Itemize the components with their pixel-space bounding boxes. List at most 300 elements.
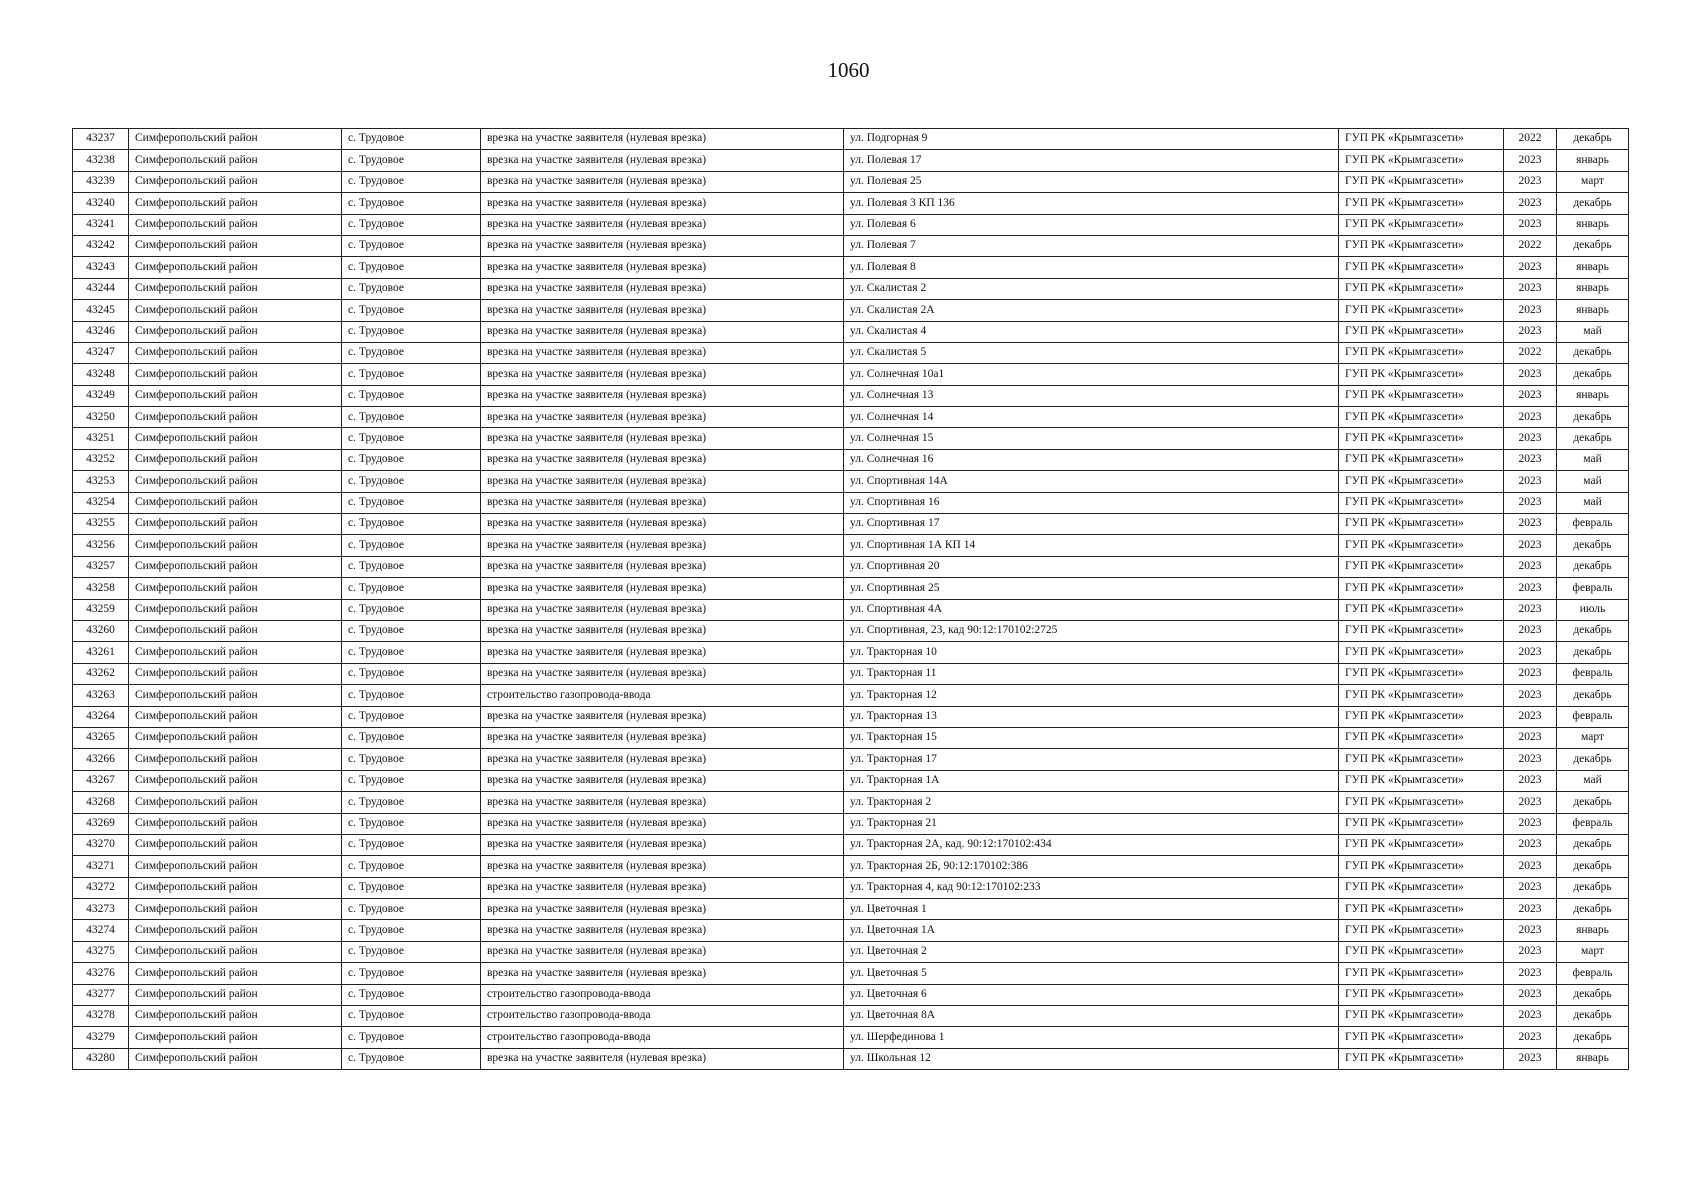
cell-organization: ГУП РК «Крымгазсети» xyxy=(1339,941,1504,962)
cell-address: ул. Тракторная 2Б, 90:12:170102:386 xyxy=(844,856,1339,877)
cell-record-number: 43267 xyxy=(73,770,129,791)
cell-month: декабрь xyxy=(1557,235,1629,256)
cell-locality: с. Трудовое xyxy=(342,364,481,385)
cell-locality: с. Трудовое xyxy=(342,685,481,706)
cell-work-type: врезка на участке заявителя (нулевая врезка) xyxy=(481,792,844,813)
cell-district: Симферопольский район xyxy=(129,428,342,449)
cell-year: 2023 xyxy=(1504,899,1557,920)
cell-district: Симферопольский район xyxy=(129,578,342,599)
cell-district: Симферопольский район xyxy=(129,941,342,962)
cell-year: 2023 xyxy=(1504,834,1557,855)
cell-month: декабрь xyxy=(1557,407,1629,428)
cell-locality: с. Трудовое xyxy=(342,663,481,684)
cell-year: 2023 xyxy=(1504,792,1557,813)
cell-record-number: 43247 xyxy=(73,342,129,363)
cell-record-number: 43249 xyxy=(73,385,129,406)
cell-work-type: врезка на участке заявителя (нулевая врезка) xyxy=(481,834,844,855)
cell-address: ул. Солнечная 15 xyxy=(844,428,1339,449)
cell-address: ул. Полевая 6 xyxy=(844,214,1339,235)
cell-address: ул. Спортивная 16 xyxy=(844,492,1339,513)
cell-year: 2023 xyxy=(1504,321,1557,342)
cell-month: январь xyxy=(1557,300,1629,321)
cell-record-number: 43237 xyxy=(73,129,129,150)
cell-address: ул. Подгорная 9 xyxy=(844,129,1339,150)
cell-record-number: 43260 xyxy=(73,620,129,641)
cell-district: Симферопольский район xyxy=(129,599,342,620)
cell-district: Симферопольский район xyxy=(129,1006,342,1027)
cell-locality: с. Трудовое xyxy=(342,984,481,1005)
cell-organization: ГУП РК «Крымгазсети» xyxy=(1339,1006,1504,1027)
cell-organization: ГУП РК «Крымгазсети» xyxy=(1339,920,1504,941)
cell-record-number: 43277 xyxy=(73,984,129,1005)
cell-work-type: врезка на участке заявителя (нулевая врезка) xyxy=(481,1048,844,1069)
cell-month: март xyxy=(1557,171,1629,192)
cell-record-number: 43252 xyxy=(73,449,129,470)
cell-organization: ГУП РК «Крымгазсети» xyxy=(1339,428,1504,449)
cell-locality: с. Трудовое xyxy=(342,899,481,920)
cell-address: ул. Спортивная 20 xyxy=(844,556,1339,577)
table-row xyxy=(73,171,1629,192)
cell-year: 2023 xyxy=(1504,1048,1557,1069)
cell-district: Симферопольский район xyxy=(129,770,342,791)
table-row xyxy=(73,428,1629,449)
cell-organization: ГУП РК «Крымгазсети» xyxy=(1339,813,1504,834)
cell-organization: ГУП РК «Крымгазсети» xyxy=(1339,514,1504,535)
table-row xyxy=(73,129,1629,150)
cell-address: ул. Школьная 12 xyxy=(844,1048,1339,1069)
cell-record-number: 43250 xyxy=(73,407,129,428)
cell-organization: ГУП РК «Крымгазсети» xyxy=(1339,856,1504,877)
cell-year: 2023 xyxy=(1504,214,1557,235)
cell-work-type: врезка на участке заявителя (нулевая врезка) xyxy=(481,407,844,428)
table-row xyxy=(73,834,1629,855)
cell-year: 2023 xyxy=(1504,749,1557,770)
cell-organization: ГУП РК «Крымгазсети» xyxy=(1339,385,1504,406)
cell-address: ул. Тракторная 2 xyxy=(844,792,1339,813)
cell-record-number: 43276 xyxy=(73,963,129,984)
cell-district: Симферопольский район xyxy=(129,642,342,663)
cell-year: 2023 xyxy=(1504,941,1557,962)
cell-address: ул. Тракторная 13 xyxy=(844,706,1339,727)
cell-address: ул. Цветочная 8А xyxy=(844,1006,1339,1027)
cell-organization: ГУП РК «Крымгазсети» xyxy=(1339,685,1504,706)
cell-work-type: врезка на участке заявителя (нулевая врезка) xyxy=(481,535,844,556)
cell-organization: ГУП РК «Крымгазсети» xyxy=(1339,235,1504,256)
table-row xyxy=(73,727,1629,748)
cell-record-number: 43244 xyxy=(73,278,129,299)
cell-address: ул. Шерфединова 1 xyxy=(844,1027,1339,1048)
table-row xyxy=(73,813,1629,834)
cell-month: май xyxy=(1557,449,1629,470)
cell-year: 2023 xyxy=(1504,685,1557,706)
cell-district: Симферопольский район xyxy=(129,727,342,748)
cell-work-type: врезка на участке заявителя (нулевая врезка) xyxy=(481,663,844,684)
cell-locality: с. Трудовое xyxy=(342,235,481,256)
cell-address: ул. Тракторная 4, кад 90:12:170102:233 xyxy=(844,877,1339,898)
cell-address: ул. Солнечная 10а1 xyxy=(844,364,1339,385)
cell-work-type: врезка на участке заявителя (нулевая врезка) xyxy=(481,920,844,941)
cell-locality: с. Трудовое xyxy=(342,300,481,321)
cell-address: ул. Цветочная 5 xyxy=(844,963,1339,984)
cell-organization: ГУП РК «Крымгазсети» xyxy=(1339,471,1504,492)
cell-organization: ГУП РК «Крымгазсети» xyxy=(1339,792,1504,813)
cell-district: Симферопольский район xyxy=(129,899,342,920)
registry-table xyxy=(72,128,1629,1070)
cell-month: январь xyxy=(1557,1048,1629,1069)
cell-month: декабрь xyxy=(1557,834,1629,855)
cell-address: ул. Спортивная, 23, кад 90:12:170102:2725 xyxy=(844,620,1339,641)
cell-year: 2023 xyxy=(1504,449,1557,470)
cell-organization: ГУП РК «Крымгазсети» xyxy=(1339,278,1504,299)
cell-record-number: 43245 xyxy=(73,300,129,321)
table-row xyxy=(73,920,1629,941)
cell-organization: ГУП РК «Крымгазсети» xyxy=(1339,770,1504,791)
cell-record-number: 43238 xyxy=(73,150,129,171)
cell-month: май xyxy=(1557,321,1629,342)
table-row xyxy=(73,300,1629,321)
cell-year: 2022 xyxy=(1504,129,1557,150)
cell-organization: ГУП РК «Крымгазсети» xyxy=(1339,214,1504,235)
cell-month: декабрь xyxy=(1557,792,1629,813)
cell-work-type: врезка на участке заявителя (нулевая врезка) xyxy=(481,171,844,192)
table-row xyxy=(73,706,1629,727)
cell-locality: с. Трудовое xyxy=(342,813,481,834)
cell-organization: ГУП РК «Крымгазсети» xyxy=(1339,129,1504,150)
cell-address: ул. Полевая 8 xyxy=(844,257,1339,278)
table-row xyxy=(73,407,1629,428)
cell-address: ул. Тракторная 17 xyxy=(844,749,1339,770)
cell-year: 2023 xyxy=(1504,578,1557,599)
cell-district: Симферопольский район xyxy=(129,792,342,813)
cell-month: декабрь xyxy=(1557,193,1629,214)
cell-month: март xyxy=(1557,941,1629,962)
cell-locality: с. Трудовое xyxy=(342,449,481,470)
cell-district: Симферопольский район xyxy=(129,856,342,877)
cell-record-number: 43254 xyxy=(73,492,129,513)
table-row xyxy=(73,214,1629,235)
cell-record-number: 43273 xyxy=(73,899,129,920)
cell-district: Симферопольский район xyxy=(129,342,342,363)
cell-record-number: 43246 xyxy=(73,321,129,342)
cell-organization: ГУП РК «Крымгазсети» xyxy=(1339,706,1504,727)
cell-organization: ГУП РК «Крымгазсети» xyxy=(1339,193,1504,214)
cell-district: Симферопольский район xyxy=(129,300,342,321)
cell-record-number: 43274 xyxy=(73,920,129,941)
cell-month: декабрь xyxy=(1557,1027,1629,1048)
cell-locality: с. Трудовое xyxy=(342,941,481,962)
cell-month: декабрь xyxy=(1557,877,1629,898)
table-row xyxy=(73,663,1629,684)
cell-organization: ГУП РК «Крымгазсети» xyxy=(1339,620,1504,641)
cell-district: Симферопольский район xyxy=(129,813,342,834)
cell-work-type: строительство газопровода-ввода xyxy=(481,1006,844,1027)
table-row xyxy=(73,1006,1629,1027)
cell-year: 2023 xyxy=(1504,963,1557,984)
table-row xyxy=(73,342,1629,363)
cell-year: 2023 xyxy=(1504,813,1557,834)
cell-address: ул. Тракторная 12 xyxy=(844,685,1339,706)
table-row xyxy=(73,150,1629,171)
cell-locality: с. Трудовое xyxy=(342,834,481,855)
cell-record-number: 43264 xyxy=(73,706,129,727)
cell-locality: с. Трудовое xyxy=(342,920,481,941)
cell-district: Симферопольский район xyxy=(129,235,342,256)
cell-organization: ГУП РК «Крымгазсети» xyxy=(1339,1027,1504,1048)
cell-organization: ГУП РК «Крымгазсети» xyxy=(1339,578,1504,599)
cell-address: ул. Скалистая 4 xyxy=(844,321,1339,342)
cell-address: ул. Тракторная 15 xyxy=(844,727,1339,748)
cell-month: февраль xyxy=(1557,813,1629,834)
cell-district: Симферопольский район xyxy=(129,321,342,342)
cell-month: декабрь xyxy=(1557,535,1629,556)
cell-month: декабрь xyxy=(1557,856,1629,877)
cell-year: 2023 xyxy=(1504,385,1557,406)
cell-address: ул. Полевая 7 xyxy=(844,235,1339,256)
cell-month: январь xyxy=(1557,920,1629,941)
cell-locality: с. Трудовое xyxy=(342,257,481,278)
table-row xyxy=(73,385,1629,406)
cell-district: Симферопольский район xyxy=(129,984,342,1005)
cell-locality: с. Трудовое xyxy=(342,407,481,428)
cell-address: ул. Цветочная 1А xyxy=(844,920,1339,941)
cell-record-number: 43268 xyxy=(73,792,129,813)
cell-locality: с. Трудовое xyxy=(342,599,481,620)
cell-district: Симферопольский район xyxy=(129,920,342,941)
cell-address: ул. Тракторная 1А xyxy=(844,770,1339,791)
cell-month: январь xyxy=(1557,257,1629,278)
cell-district: Симферопольский район xyxy=(129,407,342,428)
cell-year: 2023 xyxy=(1504,1006,1557,1027)
cell-district: Симферопольский район xyxy=(129,706,342,727)
cell-month: декабрь xyxy=(1557,1006,1629,1027)
cell-month: декабрь xyxy=(1557,342,1629,363)
cell-locality: с. Трудовое xyxy=(342,620,481,641)
cell-record-number: 43278 xyxy=(73,1006,129,1027)
cell-year: 2023 xyxy=(1504,984,1557,1005)
cell-record-number: 43266 xyxy=(73,749,129,770)
cell-organization: ГУП РК «Крымгазсети» xyxy=(1339,834,1504,855)
cell-locality: с. Трудовое xyxy=(342,129,481,150)
cell-year: 2023 xyxy=(1504,492,1557,513)
cell-work-type: врезка на участке заявителя (нулевая врезка) xyxy=(481,770,844,791)
cell-locality: с. Трудовое xyxy=(342,877,481,898)
cell-work-type: врезка на участке заявителя (нулевая врезка) xyxy=(481,321,844,342)
cell-work-type: врезка на участке заявителя (нулевая врезка) xyxy=(481,963,844,984)
cell-organization: ГУП РК «Крымгазсети» xyxy=(1339,727,1504,748)
cell-locality: с. Трудовое xyxy=(342,706,481,727)
cell-district: Симферопольский район xyxy=(129,492,342,513)
cell-record-number: 43255 xyxy=(73,514,129,535)
cell-record-number: 43248 xyxy=(73,364,129,385)
cell-address: ул. Цветочная 6 xyxy=(844,984,1339,1005)
cell-district: Симферопольский район xyxy=(129,129,342,150)
cell-record-number: 43241 xyxy=(73,214,129,235)
cell-district: Симферопольский район xyxy=(129,535,342,556)
cell-year: 2023 xyxy=(1504,920,1557,941)
cell-locality: с. Трудовое xyxy=(342,150,481,171)
cell-month: июль xyxy=(1557,599,1629,620)
cell-locality: с. Трудовое xyxy=(342,727,481,748)
cell-district: Симферопольский район xyxy=(129,877,342,898)
cell-record-number: 43242 xyxy=(73,235,129,256)
cell-organization: ГУП РК «Крымгазсети» xyxy=(1339,449,1504,470)
cell-work-type: врезка на участке заявителя (нулевая врезка) xyxy=(481,877,844,898)
cell-work-type: врезка на участке заявителя (нулевая врезка) xyxy=(481,578,844,599)
cell-record-number: 43261 xyxy=(73,642,129,663)
cell-work-type: врезка на участке заявителя (нулевая врезка) xyxy=(481,385,844,406)
table-row xyxy=(73,449,1629,470)
cell-work-type: врезка на участке заявителя (нулевая врезка) xyxy=(481,129,844,150)
cell-work-type: врезка на участке заявителя (нулевая врезка) xyxy=(481,428,844,449)
cell-year: 2023 xyxy=(1504,770,1557,791)
table-row xyxy=(73,1048,1629,1069)
cell-work-type: врезка на участке заявителя (нулевая врезка) xyxy=(481,514,844,535)
cell-record-number: 43259 xyxy=(73,599,129,620)
cell-locality: с. Трудовое xyxy=(342,278,481,299)
cell-year: 2022 xyxy=(1504,342,1557,363)
cell-year: 2023 xyxy=(1504,428,1557,449)
cell-district: Симферопольский район xyxy=(129,471,342,492)
cell-district: Симферопольский район xyxy=(129,685,342,706)
cell-address: ул. Солнечная 13 xyxy=(844,385,1339,406)
cell-address: ул. Полевая 3 КП 136 xyxy=(844,193,1339,214)
cell-year: 2023 xyxy=(1504,856,1557,877)
table-row xyxy=(73,792,1629,813)
cell-district: Симферопольский район xyxy=(129,193,342,214)
cell-address: ул. Полевая 25 xyxy=(844,171,1339,192)
cell-address: ул. Солнечная 14 xyxy=(844,407,1339,428)
cell-work-type: врезка на участке заявителя (нулевая врезка) xyxy=(481,706,844,727)
registry-body xyxy=(73,129,1629,1070)
cell-work-type: врезка на участке заявителя (нулевая врезка) xyxy=(481,342,844,363)
cell-organization: ГУП РК «Крымгазсети» xyxy=(1339,599,1504,620)
cell-work-type: врезка на участке заявителя (нулевая врезка) xyxy=(481,556,844,577)
cell-work-type: строительство газопровода-ввода xyxy=(481,984,844,1005)
cell-address: ул. Спортивная 14А xyxy=(844,471,1339,492)
cell-year: 2023 xyxy=(1504,257,1557,278)
cell-district: Симферопольский район xyxy=(129,749,342,770)
cell-month: декабрь xyxy=(1557,685,1629,706)
cell-record-number: 43256 xyxy=(73,535,129,556)
cell-organization: ГУП РК «Крымгазсети» xyxy=(1339,321,1504,342)
table-row xyxy=(73,578,1629,599)
cell-locality: с. Трудовое xyxy=(342,514,481,535)
cell-address: ул. Спортивная 4А xyxy=(844,599,1339,620)
cell-address: ул. Скалистая 2А xyxy=(844,300,1339,321)
table-row xyxy=(73,535,1629,556)
cell-district: Симферопольский район xyxy=(129,364,342,385)
cell-work-type: врезка на участке заявителя (нулевая врезка) xyxy=(481,599,844,620)
cell-year: 2023 xyxy=(1504,706,1557,727)
cell-work-type: врезка на участке заявителя (нулевая врезка) xyxy=(481,300,844,321)
cell-locality: с. Трудовое xyxy=(342,171,481,192)
cell-locality: с. Трудовое xyxy=(342,385,481,406)
cell-district: Симферопольский район xyxy=(129,150,342,171)
cell-year: 2023 xyxy=(1504,535,1557,556)
cell-locality: с. Трудовое xyxy=(342,749,481,770)
cell-record-number: 43239 xyxy=(73,171,129,192)
cell-work-type: врезка на участке заявителя (нулевая врезка) xyxy=(481,150,844,171)
cell-month: декабрь xyxy=(1557,364,1629,385)
cell-month: май xyxy=(1557,471,1629,492)
cell-organization: ГУП РК «Крымгазсети» xyxy=(1339,1048,1504,1069)
cell-month: декабрь xyxy=(1557,129,1629,150)
cell-organization: ГУП РК «Крымгазсети» xyxy=(1339,963,1504,984)
cell-record-number: 43253 xyxy=(73,471,129,492)
cell-address: ул. Скалистая 2 xyxy=(844,278,1339,299)
cell-record-number: 43275 xyxy=(73,941,129,962)
cell-year: 2023 xyxy=(1504,278,1557,299)
cell-address: ул. Цветочная 2 xyxy=(844,941,1339,962)
cell-district: Симферопольский район xyxy=(129,663,342,684)
cell-address: ул. Скалистая 5 xyxy=(844,342,1339,363)
cell-work-type: врезка на участке заявителя (нулевая врезка) xyxy=(481,941,844,962)
cell-record-number: 43262 xyxy=(73,663,129,684)
cell-locality: с. Трудовое xyxy=(342,792,481,813)
cell-month: февраль xyxy=(1557,514,1629,535)
cell-month: январь xyxy=(1557,150,1629,171)
table-row xyxy=(73,556,1629,577)
cell-year: 2023 xyxy=(1504,364,1557,385)
cell-year: 2023 xyxy=(1504,642,1557,663)
cell-locality: с. Трудовое xyxy=(342,1048,481,1069)
cell-locality: с. Трудовое xyxy=(342,770,481,791)
cell-year: 2023 xyxy=(1504,407,1557,428)
cell-work-type: врезка на участке заявителя (нулевая врезка) xyxy=(481,471,844,492)
cell-locality: с. Трудовое xyxy=(342,535,481,556)
table-row xyxy=(73,642,1629,663)
cell-month: декабрь xyxy=(1557,642,1629,663)
cell-year: 2023 xyxy=(1504,663,1557,684)
cell-locality: с. Трудовое xyxy=(342,471,481,492)
cell-work-type: врезка на участке заявителя (нулевая врезка) xyxy=(481,620,844,641)
cell-record-number: 43240 xyxy=(73,193,129,214)
cell-month: февраль xyxy=(1557,706,1629,727)
cell-locality: с. Трудовое xyxy=(342,963,481,984)
cell-district: Симферопольский район xyxy=(129,385,342,406)
cell-work-type: врезка на участке заявителя (нулевая врезка) xyxy=(481,235,844,256)
cell-address: ул. Спортивная 1А КП 14 xyxy=(844,535,1339,556)
cell-month: декабрь xyxy=(1557,556,1629,577)
cell-work-type: строительство газопровода-ввода xyxy=(481,685,844,706)
cell-district: Симферопольский район xyxy=(129,963,342,984)
cell-work-type: врезка на участке заявителя (нулевая врезка) xyxy=(481,749,844,770)
cell-address: ул. Солнечная 16 xyxy=(844,449,1339,470)
cell-organization: ГУП РК «Крымгазсети» xyxy=(1339,364,1504,385)
cell-record-number: 43263 xyxy=(73,685,129,706)
cell-address: ул. Полевая 17 xyxy=(844,150,1339,171)
table-row xyxy=(73,1027,1629,1048)
cell-work-type: врезка на участке заявителя (нулевая врезка) xyxy=(481,856,844,877)
cell-month: май xyxy=(1557,492,1629,513)
cell-record-number: 43279 xyxy=(73,1027,129,1048)
cell-district: Симферопольский район xyxy=(129,449,342,470)
cell-district: Симферопольский район xyxy=(129,214,342,235)
cell-year: 2023 xyxy=(1504,514,1557,535)
cell-locality: с. Трудовое xyxy=(342,342,481,363)
cell-year: 2023 xyxy=(1504,300,1557,321)
cell-month: январь xyxy=(1557,214,1629,235)
cell-year: 2023 xyxy=(1504,471,1557,492)
cell-district: Симферопольский район xyxy=(129,278,342,299)
cell-work-type: врезка на участке заявителя (нулевая врезка) xyxy=(481,257,844,278)
cell-locality: с. Трудовое xyxy=(342,556,481,577)
table-row xyxy=(73,941,1629,962)
table-row xyxy=(73,193,1629,214)
table-row xyxy=(73,278,1629,299)
cell-record-number: 43272 xyxy=(73,877,129,898)
cell-locality: с. Трудовое xyxy=(342,214,481,235)
